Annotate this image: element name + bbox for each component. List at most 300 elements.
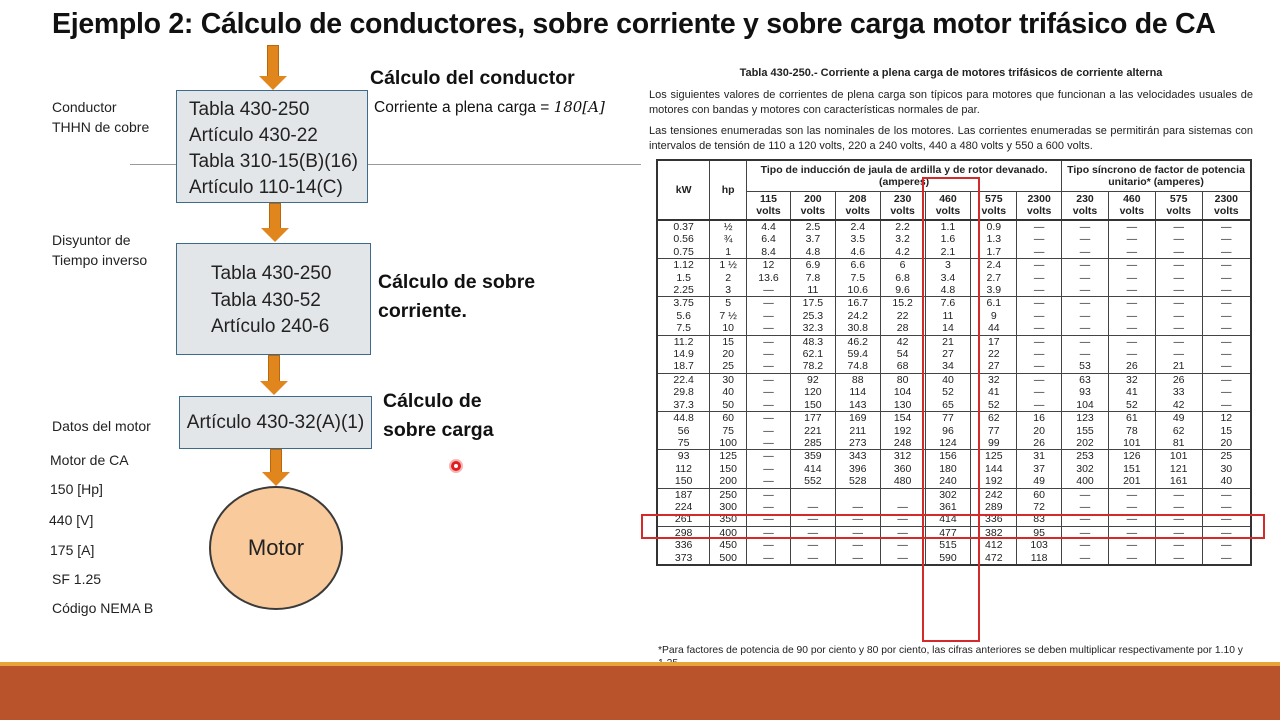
table-cell: — [1108, 233, 1155, 245]
pointer-cursor [451, 461, 461, 471]
table-cell: — [1062, 322, 1109, 335]
table-cell: 6.4 [747, 233, 791, 245]
table-cell: 125 [710, 450, 747, 463]
table-cell: 15 [710, 335, 747, 348]
table-cell: 2.4 [835, 220, 880, 233]
table-cell: — [1062, 233, 1109, 245]
table-cell: 25 [1202, 450, 1251, 463]
table-cell: — [1155, 297, 1202, 310]
table-cell: — [835, 552, 880, 565]
table-cell: 103 [1017, 539, 1062, 551]
table-cell: 104 [880, 386, 925, 398]
table-cell: — [747, 284, 791, 297]
table-cell: 50 [710, 399, 747, 412]
table-cell: 412 [971, 539, 1017, 551]
table-cell: 61 [1108, 412, 1155, 425]
table-cell: 10.6 [835, 284, 880, 297]
table-cell: 14.9 [657, 348, 710, 360]
table-cell: — [1017, 335, 1062, 348]
table-row-group [657, 373, 1251, 411]
table-cell: 298 [657, 526, 710, 539]
table-cell: 150 [710, 463, 747, 475]
table-cell: 20 [1202, 437, 1251, 450]
table-cell: 68 [880, 360, 925, 373]
table-row-group [657, 488, 1251, 526]
table-cell: 124 [925, 437, 971, 450]
table-cell: 343 [835, 450, 880, 463]
table-cell: 155 [1062, 425, 1109, 437]
table-cell: 289 [971, 501, 1017, 513]
doc-footnote: *Para factores de potencia de 90 por ciento y 80 por ciento, las cifras anteriores se deben multiplicar respectivamente por 1.10 y [658, 645, 1243, 656]
table-cell: — [1108, 220, 1155, 233]
box-sobrecorriente-line: Tabla 430-52 [211, 289, 321, 311]
doc-title: Tabla 430-250.- Corriente a plena carga de motores trifásicos de corriente alterna [739, 67, 1163, 79]
table-cell: 27 [971, 360, 1017, 373]
table-cell: 2.5 [790, 220, 835, 233]
table-row [657, 475, 1251, 488]
header-volts: 230 volts [880, 191, 925, 220]
table-cell: 95 [1017, 526, 1062, 539]
table-cell: 3.75 [657, 297, 710, 310]
corriente-label: Corriente a plena carga = [374, 99, 554, 116]
table-cell: — [1155, 322, 1202, 335]
table-cell: 552 [790, 475, 835, 488]
table-cell: 3 [925, 259, 971, 272]
table-cell: 18.7 [657, 360, 710, 373]
table-cell [790, 488, 835, 501]
table-cell: — [1062, 272, 1109, 284]
table-cell [835, 488, 880, 501]
table-cell: 12 [1202, 412, 1251, 425]
table-cell: 180 [925, 463, 971, 475]
table-cell: 126 [1108, 450, 1155, 463]
table-cell: — [747, 335, 791, 348]
table-cell: 34 [925, 360, 971, 373]
table-cell: — [747, 322, 791, 335]
table-cell: 400 [710, 526, 747, 539]
table-cell: 211 [835, 425, 880, 437]
table-cell: — [1155, 526, 1202, 539]
table-cell: 112 [657, 463, 710, 475]
table-cell: 373 [657, 552, 710, 565]
table-row [657, 297, 1251, 310]
table-cell: 161 [1155, 475, 1202, 488]
table-cell: — [1155, 259, 1202, 272]
table-cell: — [1017, 259, 1062, 272]
table-cell: 25.3 [790, 310, 835, 322]
table-row-group [657, 220, 1251, 259]
table-cell: 101 [1155, 450, 1202, 463]
table-cell: — [1108, 322, 1155, 335]
table-cell: 42 [880, 335, 925, 348]
table-cell: 17 [971, 335, 1017, 348]
table-cell: 2.4 [971, 259, 1017, 272]
table-cell: 93 [657, 450, 710, 463]
table-cell: — [790, 513, 835, 526]
table-cell: 63 [1062, 373, 1109, 386]
table-cell: 22 [880, 310, 925, 322]
table-cell: 240 [925, 475, 971, 488]
table-cell: 528 [835, 475, 880, 488]
table-cell: — [1202, 488, 1251, 501]
table-row [657, 373, 1251, 386]
table-cell: 33 [1155, 386, 1202, 398]
table-cell: — [1017, 373, 1062, 386]
table-cell: 7.8 [790, 272, 835, 284]
table-cell: 3.9 [971, 284, 1017, 297]
table-cell: — [790, 526, 835, 539]
table-cell: 60 [710, 412, 747, 425]
table-cell: — [1202, 233, 1251, 245]
table-row [657, 360, 1251, 373]
table-cell: 500 [710, 552, 747, 565]
table-cell: — [1017, 348, 1062, 360]
table-cell: 24.2 [835, 310, 880, 322]
table-cell: 26 [1155, 373, 1202, 386]
table-cell: 30.8 [835, 322, 880, 335]
table-cell: 9 [971, 310, 1017, 322]
table-row [657, 322, 1251, 335]
table-cell: 37.3 [657, 399, 710, 412]
table-cell: 7.5 [835, 272, 880, 284]
table-cell: — [1108, 348, 1155, 360]
table-cell: — [1155, 284, 1202, 297]
table-cell: 22.4 [657, 373, 710, 386]
table-cell: 336 [971, 513, 1017, 526]
header-volts: 115 volts [747, 191, 791, 220]
table-cell: — [1017, 310, 1062, 322]
table-row [657, 526, 1251, 539]
doc-paragraph: Las tensiones enumeradas son las nominales de los motores. Las corrientes enumeradas se permitirán para sistemas con intervalos de tensión de 110 a 120 volts, 220 a 240 volts, 440 a 480 volts y 550 a 600 volts. [649, 125, 1253, 152]
table-cell: 101 [1108, 437, 1155, 450]
table-cell: 3.5 [835, 233, 880, 245]
table-row [657, 501, 1251, 513]
table-row [657, 284, 1251, 297]
table-cell: 253 [1062, 450, 1109, 463]
table-cell: — [747, 373, 791, 386]
table-cell: 48.3 [790, 335, 835, 348]
table-cell: 0.56 [657, 233, 710, 245]
table-cell: — [747, 513, 791, 526]
table-cell: 150 [657, 475, 710, 488]
table-cell: 44.8 [657, 412, 710, 425]
table-cell: — [1202, 399, 1251, 412]
table-cell: — [835, 526, 880, 539]
table-cell: 121 [1155, 463, 1202, 475]
table-cell: — [1062, 335, 1109, 348]
header-volts: 208 volts [835, 191, 880, 220]
table-cell: 130 [880, 399, 925, 412]
table-cell: — [1062, 348, 1109, 360]
table-cell: 37 [1017, 463, 1062, 475]
header-volts: 200 volts [790, 191, 835, 220]
table-cell: 78.2 [790, 360, 835, 373]
table-cell: — [747, 399, 791, 412]
table-cell: — [1108, 246, 1155, 259]
table-cell: 46.2 [835, 335, 880, 348]
table-cell: 32 [971, 373, 1017, 386]
table-cell: 22 [971, 348, 1017, 360]
table-row [657, 246, 1251, 259]
table-cell: 31 [1017, 450, 1062, 463]
table-cell: 54 [880, 348, 925, 360]
table-cell: 3 [710, 284, 747, 297]
table-cell: — [1202, 220, 1251, 233]
table-cell: 114 [835, 386, 880, 398]
calc-conductor-heading: Cálculo del conductor [370, 67, 575, 89]
table-cell: — [1108, 552, 1155, 565]
table-cell: 361 [925, 501, 971, 513]
table-cell: 200 [710, 475, 747, 488]
box-sobrecorriente-line: Tabla 430-250 [211, 263, 332, 284]
table-cell: 1.6 [925, 233, 971, 245]
box-sobrecorriente-line: Artículo 240-6 [211, 316, 330, 337]
table-cell: 3.4 [925, 272, 971, 284]
table-cell: — [1017, 386, 1062, 398]
table-cell: 300 [710, 501, 747, 513]
table-cell: 12 [747, 259, 791, 272]
table-row [657, 348, 1251, 360]
table-row [657, 310, 1251, 322]
table-cell: — [747, 463, 791, 475]
table-cell: ¾ [710, 233, 747, 245]
box-conductor-line: Artículo 430-22 [189, 125, 318, 146]
table-cell: 14 [925, 322, 971, 335]
table-cell: — [1202, 386, 1251, 398]
table-row [657, 450, 1251, 463]
header-volts: 2300 volts [1017, 191, 1062, 220]
table-cell: 151 [1108, 463, 1155, 475]
table-cell: 81 [1155, 437, 1202, 450]
table-cell: 20 [710, 348, 747, 360]
table-cell: 99 [971, 437, 1017, 450]
table-cell: 72 [1017, 501, 1062, 513]
table-cell: — [1062, 501, 1109, 513]
table-cell: 52 [1108, 399, 1155, 412]
table-cell: 62 [971, 412, 1017, 425]
table-cell: 88 [835, 373, 880, 386]
table-row [657, 437, 1251, 450]
table-cell: — [1202, 297, 1251, 310]
table-cell: 41 [1108, 386, 1155, 398]
table-cell: 2.7 [971, 272, 1017, 284]
label-sf: SF 1.25 [52, 571, 102, 587]
table-cell: — [1017, 233, 1062, 245]
table-cell: 49 [1017, 475, 1062, 488]
table-cell: 302 [1062, 463, 1109, 475]
table-cell: — [1108, 539, 1155, 551]
table-cell: 20 [1017, 425, 1062, 437]
label-current: 175 [A] [50, 542, 95, 558]
table-cell [880, 488, 925, 501]
table-cell: 6 [880, 259, 925, 272]
table-cell: — [747, 412, 791, 425]
table-cell: 75 [657, 437, 710, 450]
table-cell: — [1062, 220, 1109, 233]
table-row [657, 412, 1251, 425]
table-cell: 42 [1155, 399, 1202, 412]
table-row [657, 220, 1251, 233]
table-cell: — [1155, 513, 1202, 526]
table-cell: — [1155, 348, 1202, 360]
table-cell: — [1017, 272, 1062, 284]
table-cell: 6.9 [790, 259, 835, 272]
table-cell: — [790, 552, 835, 565]
table-cell: 59.4 [835, 348, 880, 360]
table-cell: — [1155, 220, 1202, 233]
table-cell: — [1062, 246, 1109, 259]
table-cell: 0.75 [657, 246, 710, 259]
table-cell: — [1108, 310, 1155, 322]
table-cell: — [1155, 310, 1202, 322]
table-cell: — [880, 539, 925, 551]
table-cell: 6.1 [971, 297, 1017, 310]
table-cell: — [1202, 348, 1251, 360]
table-cell: 41 [971, 386, 1017, 398]
table-cell: — [1202, 501, 1251, 513]
table-cell: 29.8 [657, 386, 710, 398]
table-cell: — [747, 488, 791, 501]
table-cell: — [1062, 488, 1109, 501]
current-table [656, 159, 1252, 566]
table-cell: — [790, 501, 835, 513]
table-cell: — [747, 348, 791, 360]
table-cell: — [747, 501, 791, 513]
table-cell: — [1062, 284, 1109, 297]
table-cell: 192 [971, 475, 1017, 488]
table-row [657, 272, 1251, 284]
header-kw: kW [657, 160, 710, 220]
table-cell: 15 [1202, 425, 1251, 437]
table-cell: 382 [971, 526, 1017, 539]
table-cell: — [747, 526, 791, 539]
table-cell: — [1155, 335, 1202, 348]
table-cell: 25 [710, 360, 747, 373]
table-cell: 7.5 [657, 322, 710, 335]
box-conductor-line: Tabla 310-15(B)(16) [189, 151, 358, 172]
table-cell: 590 [925, 552, 971, 565]
table-cell: — [747, 552, 791, 565]
table-cell: 285 [790, 437, 835, 450]
table-cell: 125 [971, 450, 1017, 463]
table-cell: — [880, 552, 925, 565]
table-cell: 65 [925, 399, 971, 412]
table-cell: 1 ½ [710, 259, 747, 272]
table-row [657, 552, 1251, 565]
table-document [641, 58, 1267, 675]
header-induccion: Tipo de inducción de jaula de ardilla y de rotor devanado. (amperes) [747, 160, 1062, 191]
box-conductor-line: Tabla 430-250 [189, 99, 310, 120]
table-cell: — [880, 501, 925, 513]
table-cell: — [835, 501, 880, 513]
table-row-group [657, 335, 1251, 373]
box-sobrecorriente [176, 243, 371, 355]
table-cell: — [1017, 322, 1062, 335]
table-cell: — [1017, 220, 1062, 233]
table-cell: — [1202, 284, 1251, 297]
table-cell: 123 [1062, 412, 1109, 425]
table-cell: — [747, 539, 791, 551]
table-row [657, 539, 1251, 551]
table-cell: — [1202, 526, 1251, 539]
table-cell: — [1062, 259, 1109, 272]
table-cell: 26 [1108, 360, 1155, 373]
table-cell: — [1155, 272, 1202, 284]
table-row [657, 488, 1251, 501]
table-cell: 32.3 [790, 322, 835, 335]
table-cell: — [1155, 246, 1202, 259]
table-cell: 515 [925, 539, 971, 551]
table-cell: — [1017, 399, 1062, 412]
table-cell: — [747, 475, 791, 488]
table-cell: 4.8 [790, 246, 835, 259]
table-cell: 77 [971, 425, 1017, 437]
table-cell: — [1202, 552, 1251, 565]
table-cell: 30 [710, 373, 747, 386]
table-cell: — [1062, 513, 1109, 526]
table-cell: 450 [710, 539, 747, 551]
table-cell: 414 [925, 513, 971, 526]
table-cell: 154 [880, 412, 925, 425]
table-cell: 32 [1108, 373, 1155, 386]
table-cell: — [835, 539, 880, 551]
table-cell: 143 [835, 399, 880, 412]
table-cell: 201 [1108, 475, 1155, 488]
table-cell: 221 [790, 425, 835, 437]
table-cell: 83 [1017, 513, 1062, 526]
table-cell: — [747, 437, 791, 450]
table-cell: 0.37 [657, 220, 710, 233]
table-cell: 477 [925, 526, 971, 539]
corriente-value: 180[A] [553, 98, 605, 116]
table-cell: 2.1 [925, 246, 971, 259]
table-cell: 27 [925, 348, 971, 360]
table-cell: — [1202, 513, 1251, 526]
table-cell: 1 [710, 246, 747, 259]
header-volts: 575 volts [971, 191, 1017, 220]
table-cell: — [1017, 284, 1062, 297]
table-cell: — [1062, 552, 1109, 565]
table-cell: 5.6 [657, 310, 710, 322]
table-cell: — [1108, 259, 1155, 272]
motor-circle [209, 486, 343, 610]
table-cell: — [1017, 297, 1062, 310]
table-cell: 472 [971, 552, 1017, 565]
table-cell: — [1062, 310, 1109, 322]
table-cell: — [880, 526, 925, 539]
table-cell: 312 [880, 450, 925, 463]
table-cell: 21 [1155, 360, 1202, 373]
footer-band [0, 666, 1280, 720]
table-cell: 52 [925, 386, 971, 398]
table-row [657, 233, 1251, 245]
table-row-group [657, 526, 1251, 565]
table-cell: 9.6 [880, 284, 925, 297]
table-cell: 100 [710, 437, 747, 450]
table-cell: 1.5 [657, 272, 710, 284]
table-cell: — [1062, 526, 1109, 539]
table-cell: — [1202, 335, 1251, 348]
motor-label: Motor [247, 535, 305, 560]
table-cell: 15.2 [880, 297, 925, 310]
table-cell: 187 [657, 488, 710, 501]
table-cell: 17.5 [790, 297, 835, 310]
table-cell: — [1108, 526, 1155, 539]
table-cell: — [1155, 233, 1202, 245]
table-cell: 2.25 [657, 284, 710, 297]
table-cell: — [747, 450, 791, 463]
table-cell: 40 [925, 373, 971, 386]
